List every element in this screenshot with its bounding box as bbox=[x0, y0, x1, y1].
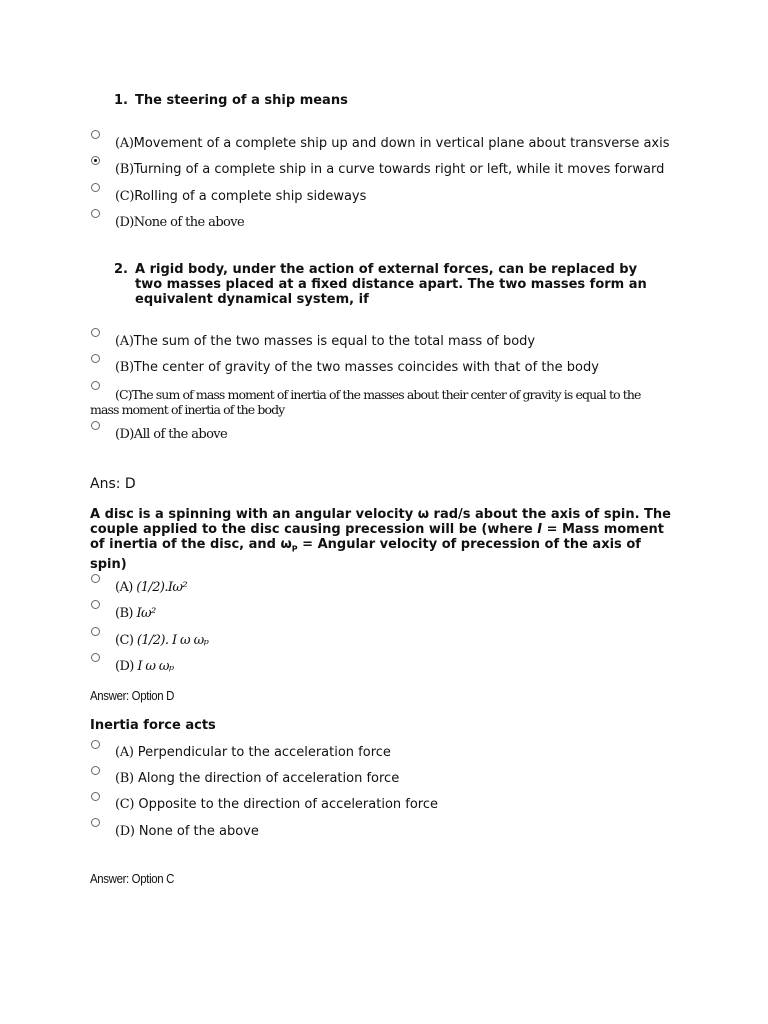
q3-option-a-text: (1/2).Iω² bbox=[136, 580, 188, 595]
q4-answer: Answer: Option C bbox=[90, 871, 175, 886]
q3-option-d-letter: (D) bbox=[115, 659, 134, 674]
q4-option-d-text: None of the above bbox=[138, 824, 259, 839]
q3-option-a-letter: (A) bbox=[115, 580, 133, 595]
q1-option-b bbox=[115, 162, 664, 177]
question-3-text bbox=[90, 507, 680, 572]
q1-option-d-text: None of the above bbox=[133, 215, 245, 230]
q3-option-c bbox=[115, 633, 208, 648]
q2-option-d-text: All of the above bbox=[133, 427, 228, 442]
q2-answer: Ans: D bbox=[90, 476, 136, 492]
q4-option-a bbox=[115, 745, 391, 760]
q3-option-b-text: Iω² bbox=[136, 606, 156, 621]
q2-option-c-text: The sum of mass moment of inertia of the masses about their center of gravity is equal to the mass moment of inertia of the body bbox=[90, 387, 641, 417]
q4-option-d bbox=[115, 824, 259, 839]
question-2-number: 2. bbox=[114, 262, 128, 277]
q2-option-d bbox=[115, 427, 227, 442]
question-3-text-part3: = Angular velocity of precession of the axis of spin) bbox=[90, 537, 641, 572]
q4-option-c-letter: (C) bbox=[115, 797, 135, 812]
q1-option-a-letter: (A) bbox=[115, 136, 134, 151]
q1-option-c bbox=[115, 189, 366, 204]
question-3-text-italic: I bbox=[537, 522, 543, 537]
q4-option-b-text: Along the direction of acceleration force bbox=[137, 771, 400, 786]
q3-option-d-text: I ω ωₚ bbox=[137, 659, 174, 674]
q3-option-a-radio[interactable] bbox=[91, 574, 100, 583]
q2-option-c-letter: (C) bbox=[115, 387, 132, 402]
question-2-text: A rigid body, under the action of external forces, can be replaced by two masses placed at a fixed distance apart. The two masses form an equivalent dynamical system, if bbox=[135, 262, 647, 307]
q2-option-c bbox=[90, 387, 655, 417]
q2-option-a bbox=[115, 334, 535, 349]
question-3-text-sub: P bbox=[291, 544, 298, 554]
q3-option-d-radio[interactable] bbox=[91, 653, 100, 662]
question-1-text: The steering of a ship means bbox=[135, 93, 348, 108]
question-4-text: Inertia force acts bbox=[90, 718, 216, 733]
q4-option-c-radio[interactable] bbox=[91, 792, 100, 801]
q1-option-a bbox=[115, 136, 670, 151]
q2-option-b-radio[interactable] bbox=[91, 354, 100, 363]
q3-option-b-radio[interactable] bbox=[91, 600, 100, 609]
q3-option-b-letter: (B) bbox=[115, 606, 133, 621]
question-3-text-part1: A disc is a spinning with an angular velocity ω rad/s about the axis of spin. The couple applied to the disc causing precession will be (where bbox=[90, 507, 672, 537]
q2-option-b-text: The center of gravity of the two masses coincides with that of the body bbox=[133, 360, 599, 375]
question-1-number: 1. bbox=[114, 93, 128, 108]
q2-option-d-letter: (D) bbox=[115, 427, 134, 442]
q1-option-c-text: Rolling of a complete ship sideways bbox=[134, 189, 367, 204]
q3-option-a bbox=[115, 580, 187, 595]
q4-option-b-letter: (B) bbox=[115, 771, 134, 786]
q1-option-d bbox=[115, 215, 244, 230]
q4-option-d-radio[interactable] bbox=[91, 818, 100, 827]
q3-option-c-text: (1/2). I ω ωₚ bbox=[136, 633, 209, 648]
q3-option-d bbox=[115, 659, 174, 674]
q3-option-b bbox=[115, 606, 156, 621]
question-2-title bbox=[114, 262, 674, 310]
q2-option-b bbox=[115, 360, 599, 375]
q3-option-c-radio[interactable] bbox=[91, 627, 100, 636]
q4-option-a-text: Perpendicular to the acceleration force bbox=[137, 745, 391, 760]
q1-option-b-radio[interactable] bbox=[91, 156, 100, 165]
question-3-text-part2: = Mass moment of inertia of the disc, and ω bbox=[90, 522, 665, 552]
q4-option-c bbox=[115, 797, 438, 812]
q1-option-c-radio[interactable] bbox=[91, 183, 100, 192]
question-1-title bbox=[114, 93, 674, 109]
q1-option-c-letter: (C) bbox=[115, 189, 135, 204]
q3-answer: Answer: Option D bbox=[90, 688, 175, 703]
q2-option-a-radio[interactable] bbox=[91, 328, 100, 337]
q1-option-b-text: Turning of a complete ship in a curve towards right or left, while it moves forward bbox=[133, 162, 665, 177]
q1-option-a-text: Movement of a complete ship up and down in vertical plane about transverse axis bbox=[133, 136, 670, 151]
q2-option-d-radio[interactable] bbox=[91, 421, 100, 430]
q4-option-a-letter: (A) bbox=[115, 745, 134, 760]
q3-option-c-letter: (C) bbox=[115, 633, 134, 648]
q4-option-b bbox=[115, 771, 399, 786]
q4-option-d-letter: (D) bbox=[115, 824, 135, 839]
q4-option-b-radio[interactable] bbox=[91, 766, 100, 775]
q4-option-c-text: Opposite to the direction of acceleration force bbox=[138, 797, 439, 812]
q1-option-b-letter: (B) bbox=[115, 162, 134, 177]
q1-option-d-letter: (D) bbox=[115, 215, 134, 230]
q1-option-a-radio[interactable] bbox=[91, 130, 100, 139]
q2-option-b-letter: (B) bbox=[115, 360, 134, 375]
q1-option-d-radio[interactable] bbox=[91, 209, 100, 218]
q4-option-a-radio[interactable] bbox=[91, 740, 100, 749]
q2-option-a-letter: (A) bbox=[115, 334, 134, 349]
q2-option-a-text: The sum of the two masses is equal to the total mass of body bbox=[133, 334, 536, 349]
